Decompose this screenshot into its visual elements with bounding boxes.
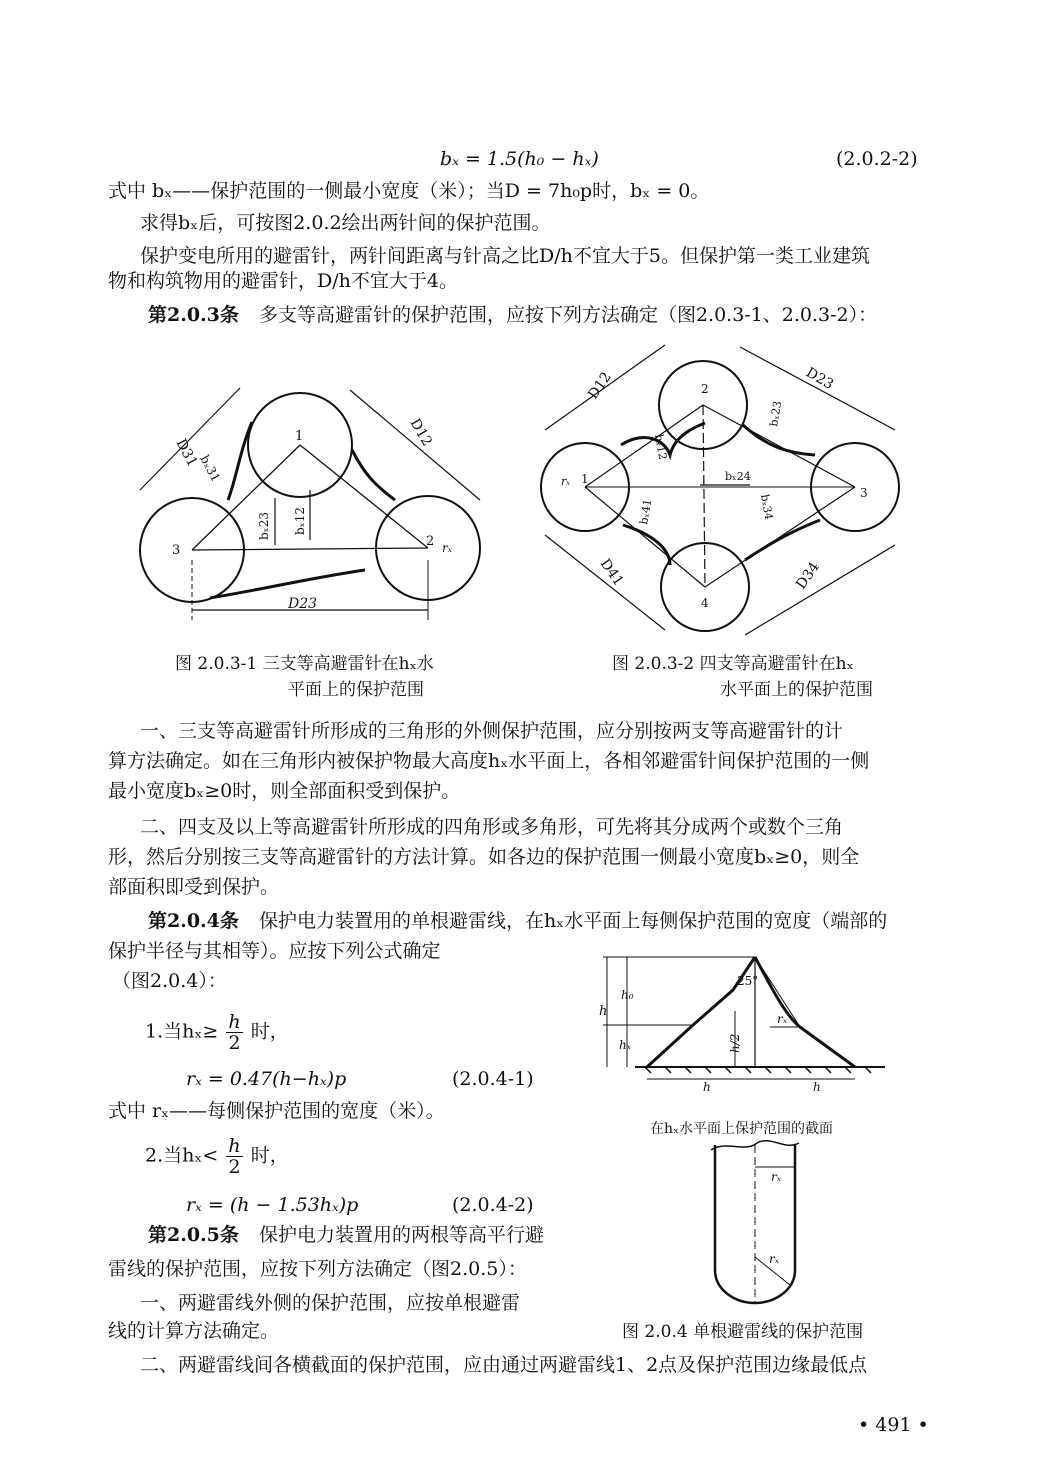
- article-text: 保护电力装置用的两根等高平行避: [258, 1224, 544, 1246]
- section-label: 在hₓ水平面上保护范围的截面: [650, 1121, 833, 1137]
- dim-h-half-label: h/2: [728, 1033, 742, 1053]
- dim-bx41-label: bₓ41: [637, 497, 655, 526]
- paragraph: 二、四支及以上等高避雷针所形成的四角形或多角形，可先将其分成两个或数个三角: [140, 816, 844, 838]
- paragraph: 部面积即受到保护。: [108, 876, 280, 898]
- paragraph: 算方法确定。如在三角形内被保护物最大高度hₓ水平面上，各相邻避雷针间保护范围的一侧: [108, 750, 870, 772]
- dim-d23-label: D23: [803, 364, 837, 393]
- needle-3-label: 3: [860, 486, 868, 500]
- rx-label: rₓ: [442, 541, 452, 555]
- rx-label: rₓ: [561, 475, 571, 488]
- dim-d12-label: D12: [406, 416, 435, 450]
- article-text: 保护半径与其相等）。应按下列公式确定: [108, 940, 441, 962]
- case-1-condition: 1.当hₓ≥ $\frac{h}{2}$ 时，: [145, 1011, 289, 1054]
- article-text: 多支等高避雷针的保护范围，应按下列方法确定（图2.0.3-1、2.0.3-2）：: [258, 304, 878, 326]
- page-number: • 491 •: [858, 1414, 929, 1436]
- dim-bx12-label: bₓ12: [652, 433, 670, 461]
- case-2-condition: 2.当hₓ< $\frac{h}{2}$ 时，: [145, 1135, 289, 1178]
- article-text: 雷线的保护范围，应按下列方法确定（图2.0.5）：: [108, 1258, 527, 1280]
- needle-3-label: 3: [172, 543, 181, 558]
- dim-h-label: h: [703, 1080, 711, 1094]
- article-text: 线的计算方法确定。: [108, 1320, 280, 1342]
- angle-label: 25°: [737, 974, 759, 988]
- paragraph: 一、三支等高避雷针所形成的三角形的外侧保护范围，应分别按两支等高避雷针的计: [140, 720, 844, 742]
- dim-bx34-label: bₓ34: [758, 493, 776, 521]
- formula-number: (2.0.4-2): [452, 1194, 534, 1216]
- dim-d12-label: D12: [585, 369, 615, 403]
- figure-four-needles: [525, 335, 920, 650]
- dim-hx-label: hₓ: [619, 1038, 631, 1052]
- rx-label: rₓ: [771, 1170, 781, 1184]
- needle-1-label: 1: [581, 472, 589, 486]
- formula-number: (2.0.2-2): [836, 148, 918, 170]
- paragraph: 保护变电所用的避雷针，两针间距离与针高之比D/h不宜大于5。但保护第一类工业建筑: [140, 245, 870, 267]
- dim-bx23-label: bₓ23: [257, 511, 271, 540]
- paragraph: 物和构筑物用的避雷针，D/h不宜大于4。: [108, 270, 458, 292]
- paragraph: 最小宽度bₓ≥0时，则全部面积受到保护。: [108, 780, 461, 802]
- article-label: 第2.0.5条: [148, 1224, 239, 1246]
- dim-bx24-label: bₓ24: [725, 470, 751, 483]
- article-label: 第2.0.4条: [148, 910, 239, 932]
- dim-d41-label: D41: [596, 556, 627, 590]
- dim-h0-label: h₀: [621, 988, 634, 1002]
- formula-rx-1: rₓ = 0.47(h−hₓ)p: [186, 1068, 347, 1090]
- article-text: （图2.0.4）：: [112, 970, 227, 992]
- dim-bx23-label: bₓ23: [767, 399, 785, 428]
- figure-caption: 图 2.0.3-1 三支等高避雷针在hₓ水: [175, 654, 434, 674]
- article-text: 一、两避雷线外侧的保护范围，应按单根避雷: [140, 1292, 521, 1314]
- formula-where: 式中 rₓ——每侧保护范围的宽度（米）。: [108, 1100, 445, 1122]
- dim-d34-label: D34: [793, 559, 823, 593]
- figure-caption: 图 2.0.3-2 四支等高避雷针在hₓ: [612, 654, 854, 674]
- needle-2-label: 2: [701, 382, 709, 396]
- needle-1-label: 1: [295, 429, 304, 444]
- figure-caption: 水平面上的保护范围: [720, 680, 873, 700]
- formula-number: (2.0.4-1): [452, 1068, 534, 1090]
- rx-label: rₓ: [777, 1012, 787, 1026]
- dim-bx12-label: bₓ12: [293, 506, 307, 535]
- formula-where: 式中 bₓ——保护范围的一侧最小宽度（米）；当D = 7h₀p时，bₓ = 0。: [108, 180, 710, 202]
- formula-rx-2: rₓ = (h − 1.53hₓ)p: [186, 1194, 359, 1216]
- dim-d23-label: D23: [288, 596, 318, 612]
- dim-d31-label: D31: [172, 436, 201, 470]
- paragraph: 求得bₓ后，可按图2.0.2绘出两针间的保护范围。: [140, 212, 551, 234]
- rx-label: rₓ: [769, 1252, 779, 1266]
- paragraph: 形，然后分别按三支等高避雷针的方法计算。如各边的保护范围一侧最小宽度bₓ≥0，则全: [108, 846, 860, 868]
- article-text: 保护电力装置用的单根避雷线，在hₓ水平面上每侧保护范围的宽度（端部的: [258, 910, 888, 932]
- dim-h-label: h: [599, 1004, 608, 1019]
- needle-2-label: 2: [426, 534, 435, 549]
- article-label: 第2.0.3条: [148, 304, 239, 326]
- dim-h-label: h: [813, 1080, 821, 1094]
- needle-4-label: 4: [701, 596, 709, 610]
- figure-three-needles: [110, 330, 510, 650]
- figure-caption: 平面上的保护范围: [288, 680, 424, 700]
- figure-caption: 图 2.0.4 单根避雷线的保护范围: [622, 1322, 864, 1342]
- article-text: 二、两避雷线间各横截面的保护范围，应由通过两避雷线1、2点及保护范围边缘最低点: [140, 1354, 868, 1376]
- dim-bx31-label: bₓ31: [197, 452, 223, 485]
- formula-bx: bₓ = 1.5(h₀ − hₓ): [440, 148, 599, 170]
